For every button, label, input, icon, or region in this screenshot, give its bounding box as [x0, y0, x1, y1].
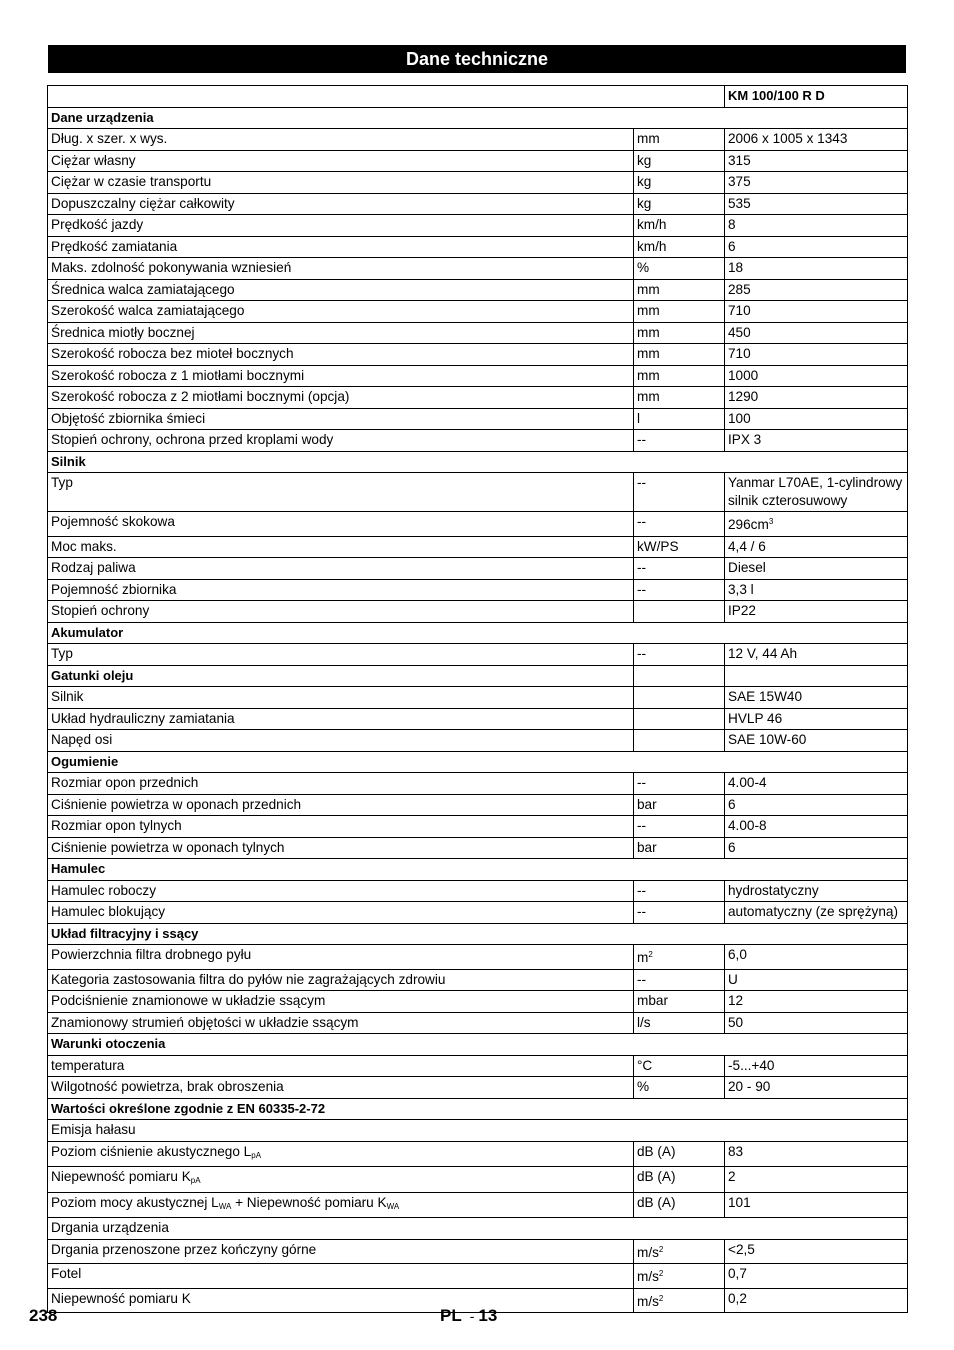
param-value: Diesel — [725, 558, 908, 580]
param-label: Powierzchnia filtra drobnego pyłu — [48, 945, 634, 970]
unit-text: m/s — [637, 1293, 659, 1309]
param-label: Ciśnienie powietrza w oponach tylnych — [48, 837, 634, 859]
table-row — [48, 773, 908, 795]
label-subscript-2: WA — [386, 1201, 400, 1211]
param-unit: kW/PS — [634, 536, 725, 558]
section-row — [48, 107, 908, 129]
param-label: Pojemność skokowa — [48, 512, 634, 537]
param-value: 2006 x 1005 x 1343 — [725, 129, 908, 151]
param-unit: dB (A) — [634, 1167, 725, 1193]
param-value: 18 — [725, 258, 908, 280]
header-empty-cell — [48, 86, 725, 108]
param-value: 12 — [725, 991, 908, 1013]
label-subscript: pA — [251, 1150, 262, 1160]
param-value: 83 — [725, 1141, 908, 1167]
table-row — [48, 365, 908, 387]
param-unit: mm — [634, 365, 725, 387]
param-unit: -- — [634, 644, 725, 666]
param-unit: -- — [634, 579, 725, 601]
section-title: Warunki otoczenia — [48, 1034, 908, 1056]
param-value: 4,4 / 6 — [725, 536, 908, 558]
param-label: Moc maks. — [48, 536, 634, 558]
section-row — [48, 923, 908, 945]
param-label: Ciężar własny — [48, 150, 634, 172]
param-value: 1000 — [725, 365, 908, 387]
table-row — [48, 236, 908, 258]
table-row — [48, 193, 908, 215]
param-label: Fotel — [48, 1264, 634, 1289]
param-unit: -- — [634, 816, 725, 838]
param-label: Silnik — [48, 687, 634, 709]
table-row — [48, 1141, 908, 1167]
param-label: Rozmiar opon przednich — [48, 773, 634, 795]
empty-cell — [725, 665, 908, 687]
param-label: Średnica miotły bocznej — [48, 322, 634, 344]
param-value: 6,0 — [725, 945, 908, 970]
param-value: 535 — [725, 193, 908, 215]
param-unit: l — [634, 408, 725, 430]
param-value: 0,2 — [725, 1288, 908, 1313]
param-value: 710 — [725, 301, 908, 323]
param-label: Pojemność zbiornika — [48, 579, 634, 601]
param-value: 285 — [725, 279, 908, 301]
section-title: Układ filtracyjny i ssący — [48, 923, 908, 945]
page-title: Dane techniczne — [48, 45, 906, 73]
unit-superscript: 2 — [648, 950, 653, 959]
param-unit — [634, 1264, 725, 1289]
param-unit — [634, 708, 725, 730]
table-row — [48, 880, 908, 902]
table-row — [48, 687, 908, 709]
param-unit: -- — [634, 512, 725, 537]
table-row — [48, 1167, 908, 1193]
param-label: Dług. x szer. x wys. — [48, 129, 634, 151]
param-value: 1290 — [725, 387, 908, 409]
param-value: 100 — [725, 408, 908, 430]
table-row — [48, 129, 908, 151]
param-label: Niepewność pomiaru K — [48, 1288, 634, 1313]
param-label: Objętość zbiornika śmieci — [48, 408, 634, 430]
section-title: Ogumienie — [48, 751, 908, 773]
section-title: Akumulator — [48, 622, 908, 644]
section-row — [48, 1098, 908, 1120]
param-value: HVLP 46 — [725, 708, 908, 730]
param-unit: dB (A) — [634, 1192, 725, 1218]
table-row — [48, 969, 908, 991]
param-unit: % — [634, 258, 725, 280]
table-row — [48, 301, 908, 323]
param-label: Stopień ochrony, ochrona przed kroplami wody — [48, 430, 634, 452]
table-header-row — [48, 86, 908, 108]
param-label: Hamulec blokujący — [48, 902, 634, 924]
param-value: 20 - 90 — [725, 1077, 908, 1099]
param-value: 101 — [725, 1192, 908, 1218]
section-row — [48, 859, 908, 881]
param-value: hydrostatyczny — [725, 880, 908, 902]
param-label: Dopuszczalny ciężar całkowity — [48, 193, 634, 215]
table-row — [48, 1077, 908, 1099]
param-value: 4.00-4 — [725, 773, 908, 795]
param-unit: bar — [634, 837, 725, 859]
param-value: SAE 10W-60 — [725, 730, 908, 752]
param-unit: bar — [634, 794, 725, 816]
subsection-row — [48, 1120, 908, 1142]
param-unit: mbar — [634, 991, 725, 1013]
label-text-continued: + Niepewność pomiaru K — [231, 1194, 387, 1210]
param-value: <2,5 — [725, 1239, 908, 1264]
param-label: Układ hydrauliczny zamiatania — [48, 708, 634, 730]
param-value: 450 — [725, 322, 908, 344]
param-unit: °C — [634, 1055, 725, 1077]
table-row — [48, 215, 908, 237]
language-code: PL — [440, 1306, 462, 1325]
table-row — [48, 816, 908, 838]
param-value: automatyczny (ze sprężyną) — [725, 902, 908, 924]
param-unit: -- — [634, 473, 725, 512]
param-label: Napęd osi — [48, 730, 634, 752]
param-label: Ciężar w czasie transportu — [48, 172, 634, 194]
param-value: 4.00-8 — [725, 816, 908, 838]
section-row — [48, 1034, 908, 1056]
param-value: 315 — [725, 150, 908, 172]
param-label: Drgania przenoszone przez kończyny górne — [48, 1239, 634, 1264]
param-label: Wilgotność powietrza, brak obroszenia — [48, 1077, 634, 1099]
section-title: Dane urządzenia — [48, 107, 908, 129]
table-row — [48, 837, 908, 859]
table-row — [48, 579, 908, 601]
table-row — [48, 279, 908, 301]
param-value: 710 — [725, 344, 908, 366]
param-value: U — [725, 969, 908, 991]
param-unit: km/h — [634, 236, 725, 258]
param-label: Maks. zdolność pokonywania wzniesień — [48, 258, 634, 280]
param-unit — [634, 601, 725, 623]
param-label — [48, 1167, 634, 1193]
param-label: Stopień ochrony — [48, 601, 634, 623]
unit-text: m — [637, 950, 649, 965]
label-subscript: WA — [218, 1201, 232, 1211]
section-title: Silnik — [48, 451, 908, 473]
technical-data-table — [47, 85, 908, 1313]
table-row — [48, 558, 908, 580]
param-label: Typ — [48, 644, 634, 666]
table-row — [48, 430, 908, 452]
table-row — [48, 708, 908, 730]
param-value: SAE 15W40 — [725, 687, 908, 709]
param-value: IPX 3 — [725, 430, 908, 452]
param-value: 12 V, 44 Ah — [725, 644, 908, 666]
param-value: -5...+40 — [725, 1055, 908, 1077]
param-label — [48, 1192, 634, 1218]
param-value: IP22 — [725, 601, 908, 623]
unit-text: m/s — [637, 1244, 659, 1260]
table-row — [48, 322, 908, 344]
param-label — [48, 1141, 634, 1167]
param-label: Średnica walca zamiatającego — [48, 279, 634, 301]
param-value: 3,3 l — [725, 579, 908, 601]
table-row — [48, 945, 908, 970]
param-value: 375 — [725, 172, 908, 194]
param-label: Prędkość jazdy — [48, 215, 634, 237]
param-unit: kg — [634, 150, 725, 172]
param-unit: mm — [634, 344, 725, 366]
param-unit: -- — [634, 773, 725, 795]
param-label: Ciśnienie powietrza w oponach przednich — [48, 794, 634, 816]
unit-text: m/s — [637, 1269, 659, 1284]
unit-superscript: 2 — [658, 1244, 664, 1254]
param-label: temperatura — [48, 1055, 634, 1077]
param-unit: l/s — [634, 1012, 725, 1034]
table-row — [48, 601, 908, 623]
param-value: 6 — [725, 236, 908, 258]
param-unit: mm — [634, 301, 725, 323]
param-label: Hamulec roboczy — [48, 880, 634, 902]
section-title: Hamulec — [48, 859, 908, 881]
label-text: Poziom mocy akustycznej L — [51, 1194, 219, 1210]
section-row — [48, 451, 908, 473]
param-unit: mm — [634, 322, 725, 344]
param-value: 2 — [725, 1167, 908, 1193]
table-row — [48, 1192, 908, 1218]
table-row — [48, 172, 908, 194]
param-unit — [634, 945, 725, 970]
param-unit: dB (A) — [634, 1141, 725, 1167]
value-text: 296cm — [728, 517, 769, 532]
param-label: Szerokość robocza z 2 miotłami bocznymi (opcja) — [48, 387, 634, 409]
table-row — [48, 408, 908, 430]
table-row — [48, 150, 908, 172]
param-label: Znamionowy strumień objętości w układzie ssącym — [48, 1012, 634, 1034]
table-row — [48, 991, 908, 1013]
language-page-number: 13 — [478, 1306, 498, 1325]
param-value: 0,7 — [725, 1264, 908, 1289]
section-row — [48, 751, 908, 773]
table-row — [48, 1264, 908, 1289]
param-value: 6 — [725, 794, 908, 816]
section-row — [48, 622, 908, 644]
param-value: Yanmar L70AE, 1-cylindrowy silnik czterosuwowy — [725, 473, 908, 512]
language-page-marker — [440, 1306, 497, 1326]
param-unit: kg — [634, 193, 725, 215]
param-unit: -- — [634, 558, 725, 580]
param-value — [725, 512, 908, 537]
param-unit: % — [634, 1077, 725, 1099]
param-label: Prędkość zamiatania — [48, 236, 634, 258]
unit-superscript: 2 — [658, 1293, 664, 1303]
label-text: Niepewność pomiaru K — [51, 1169, 191, 1184]
param-unit: -- — [634, 880, 725, 902]
param-label: Rozmiar opon tylnych — [48, 816, 634, 838]
param-unit — [634, 1288, 725, 1313]
param-label: Szerokość walca zamiatającego — [48, 301, 634, 323]
section-title: Wartości określone zgodnie z EN 60335-2-72 — [48, 1098, 908, 1120]
param-unit: mm — [634, 387, 725, 409]
section-row — [48, 665, 908, 687]
param-label: Kategoria zastosowania filtra do pyłów nie zagrażających zdrowiu — [48, 969, 634, 991]
table-row — [48, 1239, 908, 1264]
param-unit: kg — [634, 172, 725, 194]
table-row — [48, 1055, 908, 1077]
param-label: Szerokość robocza bez mioteł bocznych — [48, 344, 634, 366]
param-unit: -- — [634, 430, 725, 452]
param-unit: mm — [634, 129, 725, 151]
param-unit: -- — [634, 902, 725, 924]
param-value: 6 — [725, 837, 908, 859]
subsection-title: Emisja hałasu — [48, 1120, 908, 1142]
model-name: KM 100/100 R D — [725, 86, 908, 108]
table-row — [48, 730, 908, 752]
subsection-title: Drgania urządzenia — [48, 1218, 908, 1240]
param-label: Rodzaj paliwa — [48, 558, 634, 580]
table-row — [48, 473, 908, 512]
value-superscript: 3 — [768, 517, 774, 526]
table-row — [48, 794, 908, 816]
param-label: Szerokość robocza z 1 miotłami bocznymi — [48, 365, 634, 387]
section-title: Gatunki oleju — [48, 665, 634, 687]
label-text: Poziom ciśnienie akustycznego L — [51, 1143, 252, 1159]
table-row — [48, 536, 908, 558]
param-label: Typ — [48, 473, 634, 512]
table-row — [48, 644, 908, 666]
param-value: 50 — [725, 1012, 908, 1034]
param-unit: -- — [634, 969, 725, 991]
param-label: Podciśnienie znamionowe w układzie ssącym — [48, 991, 634, 1013]
table-row — [48, 258, 908, 280]
table-row — [48, 344, 908, 366]
table-row — [48, 902, 908, 924]
empty-cell — [634, 665, 725, 687]
unit-superscript: 2 — [658, 1269, 664, 1278]
param-unit — [634, 1239, 725, 1264]
param-unit: mm — [634, 279, 725, 301]
page-number: 238 — [29, 1306, 58, 1325]
subsection-row — [48, 1218, 908, 1240]
table-row — [48, 387, 908, 409]
label-subscript: pA — [190, 1176, 201, 1185]
param-value: 8 — [725, 215, 908, 237]
param-unit — [634, 687, 725, 709]
param-unit: km/h — [634, 215, 725, 237]
param-unit — [634, 730, 725, 752]
separator-dash: - — [469, 1308, 475, 1324]
table-row — [48, 512, 908, 537]
table-row — [48, 1012, 908, 1034]
